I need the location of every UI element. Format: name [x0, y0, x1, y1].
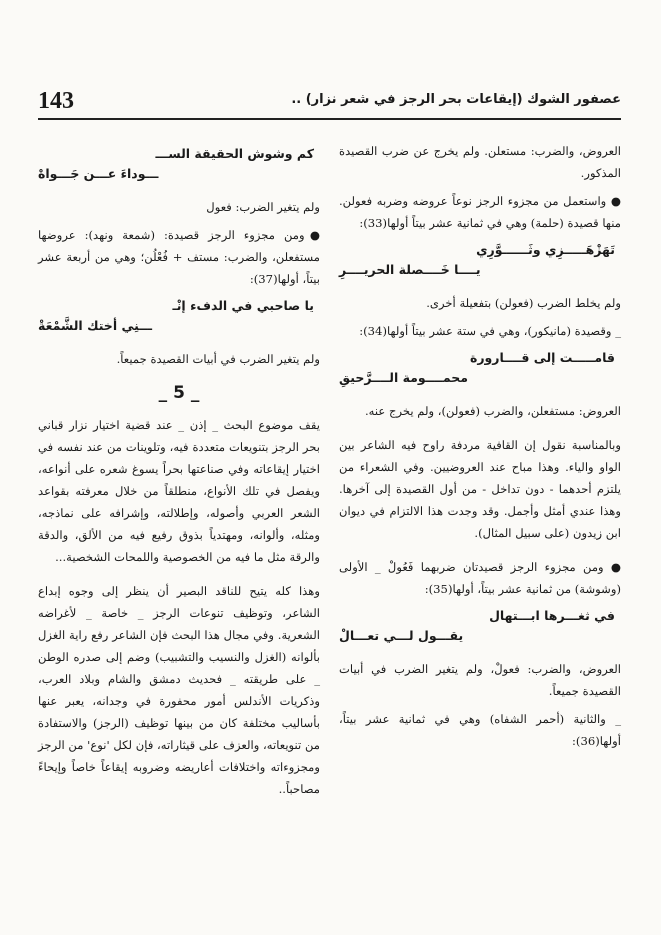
paragraph: ولم يتغير الضرب: فعول: [206, 200, 320, 214]
running-title: عصفور الشوك (إيقاعات بحر الرجز في شعر نزار) ..: [291, 92, 621, 107]
verse-hemistich: يــــا خَــــصلة الحريــــرِ: [339, 262, 481, 277]
paragraph: ● ومن مجزوء الرجز قصيدتان ضربهما فَعُولْ _ الأولى (وشوشة) من ثمانية عشر بيتاً، أولها(35):: [339, 560, 621, 596]
verse-hemistich: قامـــــت إلى قــــارورة: [469, 350, 615, 365]
paragraph: العروض: مستفعلن، والضرب (فعولن)، ولم يخرج عنه.: [364, 404, 621, 418]
paragraph: العروض، والضرب: فعولْ، ولم يتغير الضرب في أبيات القصيدة جميعاً.: [339, 662, 621, 698]
verse-hemistich: محمــــومة الــــرَّحيقِ: [339, 370, 468, 385]
paragraph: ولم يخلط الضرب (فعولن) بتفعيلة أخرى.: [426, 296, 621, 310]
verse-hemistich: كم وشوش الحقيقة الســـ: [155, 146, 314, 161]
verse: [339, 348, 621, 388]
verse: [339, 240, 621, 280]
section-number: _ 5 _: [158, 383, 200, 403]
paragraph: _ والثانية (أحمر الشفاه) وهي في ثمانية عشر بيتاً، أولها(36):: [339, 712, 621, 748]
paragraph: العروض، والضرب: مستعلن. ولم يخرج عن ضرب القصيدة المذكور.: [339, 144, 621, 180]
paragraph: _ وقصيدة (مانيكور)، وهي في ستة عشر بيتاً أولها(34):: [359, 324, 621, 338]
verse-hemistich: في ثغـــرها ابـــتهال: [489, 608, 615, 623]
page-number: 143: [38, 88, 74, 114]
verse-hemistich: يقـــول لـــي تعـــالْ: [339, 628, 464, 643]
verse: [38, 296, 320, 336]
left-column: [38, 140, 320, 812]
verse-hemistich: يا صاحبي في الدفء إنْـ: [172, 298, 314, 313]
verse: [339, 606, 621, 646]
paragraph: يقف موضوع البحث _ إذن _ عند قضية اختيار نزار قباني بحر الرجز بتنويعات متعددة فيه، وتلوينات من عند نفسه في اختيار إيقاعاته وفي صناعتها بحراً يسوغ شعره على أنواعه، ويفصل في تلك الأنواع، منطلقاً من خلال معرفته بقواعد الشعر العربي وأصوله، وإطلالته، وإشرافه على نماذجه، ومثله، وألوانه، ومهتدياً بذوق رفيع فيه من الألق، والدقة والرقة مثل ما فيه من الخصوصية واللمحات الشخصية...: [38, 418, 320, 564]
verse-hemistich: تَهَزْهَـــــزِي وثَــــــوَّرِي: [476, 242, 615, 257]
verse: [38, 144, 320, 184]
verse-hemistich: ـــوداءَ عـــن جَـــواهْ: [38, 166, 159, 181]
paragraph: ● واستعمل من مجزوء الرجز نوعاً عروضه وضربه فعولن. منها قصيدة (حلمة) وهي في ثمانية عشر بيتاً أولها(33):: [339, 194, 621, 230]
paragraph: وهذا كله يتيح للناقد البصير أن ينظر إلى وجوه إبداع الشاعر، وتوظيف تنوعات الرجز _ خاصة _ لأغراضه الشعرية. وفي مجال هذا البحث فإن الشاعر رفع راية الغزل بألوانه (الغزل والنسيب والتشبيب) وضم إلى صدره الوطن _ على طريقته _ فحديث دمشق والشام وبلاد العرب، وذكريات الأندلس أمور محفورة في وجدانه، يعبر عنها بأساليب مختلفة كان من بينها توظيف (الرجز) والاستفادة من تنويعاته، والعزف على قيثاراته، فإن لكل 'نوع' من الرجز ومجزوءاته واختلافات أعاريضه وضروبه إيقاعاً خاصاً وإيحاءً مصاحباً..: [38, 584, 320, 796]
right-column: [339, 140, 621, 758]
paragraph: وبالمناسبة نقول إن القافية مردفة راوح فيه الشاعر بين الواو والياء. وهذا مباح عند العروضيين. وفي الشعراء من يلتزم أحدهما - دون تداخل - من أول القصيدة إلى آخرها. وهذا عندي أمثل وأجمل. وقد وجدت هذا الالتزام في ديوان ابن زيدون (على سبيل المثال).: [339, 438, 621, 540]
verse-hemistich: ـــنِي أختك الشَّمْعَةْ: [38, 318, 153, 333]
paragraph: ولم يتغير الضرب في أبيات القصيدة جميعاً.: [116, 352, 320, 366]
header-divider: [38, 118, 621, 120]
paragraph: ●ومن مجزوء الرجز قصيدة: (شمعة ونهد): عروضها مستفعلن، والضرب: مستف + فُعْلُن؛ وهي من أربعة عشر بيتاً، أولها(37):: [38, 228, 320, 286]
